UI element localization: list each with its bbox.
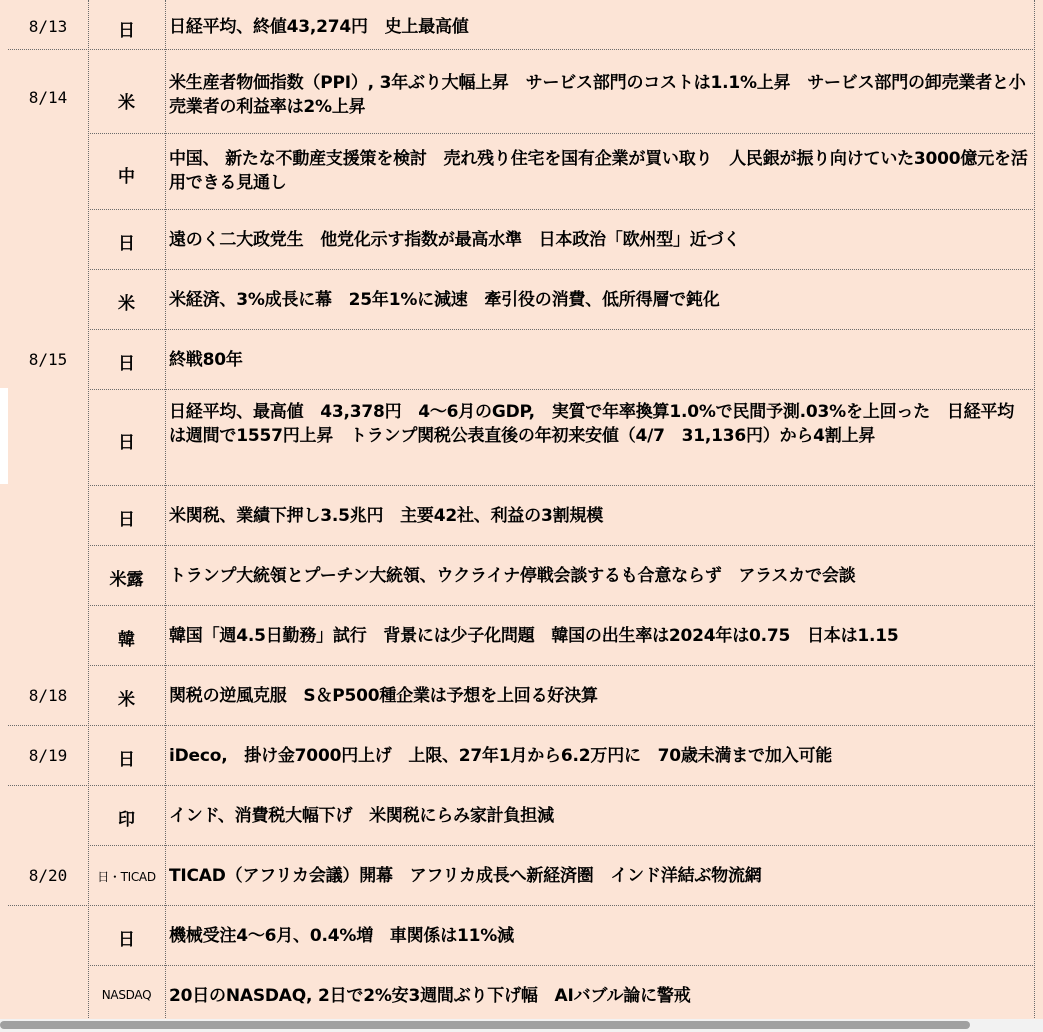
left-edge-gap <box>0 388 8 484</box>
country-cell: 日 <box>118 433 135 453</box>
horizontal-scrollbar-thumb[interactable] <box>0 1021 970 1029</box>
country-cell: 日・TICAD <box>97 870 156 884</box>
news-cell: 米経済、3%成長に幕 25年1%に減速 牽引役の消費、低所得層で鈍化 <box>169 290 720 310</box>
date-cell: 8/20 <box>28 866 68 885</box>
date-cell: 8/18 <box>28 686 68 705</box>
country-cell: 印 <box>118 810 135 830</box>
country-cell: 米 <box>118 690 135 710</box>
date-cell: 8/15 <box>28 350 68 369</box>
news-cell: iDeco, 掛け金7000円上げ 上限、27年1月から6.2万円に 70歳未満まで加入可能 <box>169 746 833 766</box>
news-cell: 関税の逆風克服 S＆P500種企業は予想を上回る好決算 <box>169 686 598 706</box>
left-edge <box>0 0 8 1032</box>
country-cell: NASDAQ <box>101 988 152 1002</box>
news-cell: 中国、 新たな不動産支援策を検討 売れ残り住宅を国有企業が買い取り 人民銀が振り向けていた3000億元を活用できる見通し <box>169 149 1028 193</box>
news-cell: 終戦80年 <box>169 350 243 370</box>
news-cell: 米関税、業績下押し3.5兆円 主要42社、利益の3割規模 <box>169 506 604 526</box>
news-cell: 米生産者物価指数（PPI）, 3年ぶり大幅上昇 サービス部門のコストは1.1%上昇 サービス部門の卸売業者と小売業者の利益率は2%上昇 <box>169 73 1026 117</box>
country-cell: 米 <box>118 93 135 113</box>
news-cell: 20日のNASDAQ, 2日で2%安3週間ぶり下げ幅 AIバブル論に警戒 <box>169 986 691 1006</box>
country-cell: 日 <box>118 234 135 254</box>
news-cell: 遠のく二大政党生 他党化示す指数が最高水準 日本政治「欧州型」近づく <box>169 230 741 250</box>
country-cell: 中 <box>118 167 135 187</box>
news-cell: 韓国「週4.5日勤務」試行 背景には少子化問題 韓国の出生率は2024年は0.75 日本は1.15 <box>169 626 899 646</box>
country-cell: 米 <box>118 294 135 314</box>
date-cell: 8/19 <box>28 746 68 765</box>
country-cell: 米露 <box>109 570 144 590</box>
country-cell: 日 <box>118 510 135 530</box>
news-cell: 日経平均、最高値 43,378円 4～6月のGDP, 実質で年率換算1.0%で民間予測.03%を上回った 日経平均は週間で1557円上昇 トランプ関税公表直後の年初来安値（4/7 31,136円）から4割上昇 <box>169 402 1015 446</box>
news-cell: 機械受注4～6月、0.4%増 車関係は11%減 <box>169 926 514 946</box>
date-cell: 8/13 <box>28 17 68 36</box>
news-cell: トランプ大統領とプーチン大統領、ウクライナ停戦会談するも合意ならず アラスカで会談 <box>169 566 856 586</box>
date-cell: 8/14 <box>28 88 68 107</box>
country-cell: 日 <box>118 930 135 950</box>
news-cell: TICAD（アフリカ会議）開幕 アフリカ成長へ新経済圏 インド洋結ぶ物流網 <box>169 866 762 886</box>
country-cell: 日 <box>118 21 135 41</box>
country-cell: 日 <box>118 354 135 374</box>
news-cell: 日経平均、終値43,274円 史上最高値 <box>169 17 469 37</box>
country-cell: 韓 <box>118 630 135 650</box>
country-cell: 日 <box>118 750 135 770</box>
news-cell: インド、消費税大幅下げ 米関税にらみ家計負担減 <box>169 806 554 826</box>
